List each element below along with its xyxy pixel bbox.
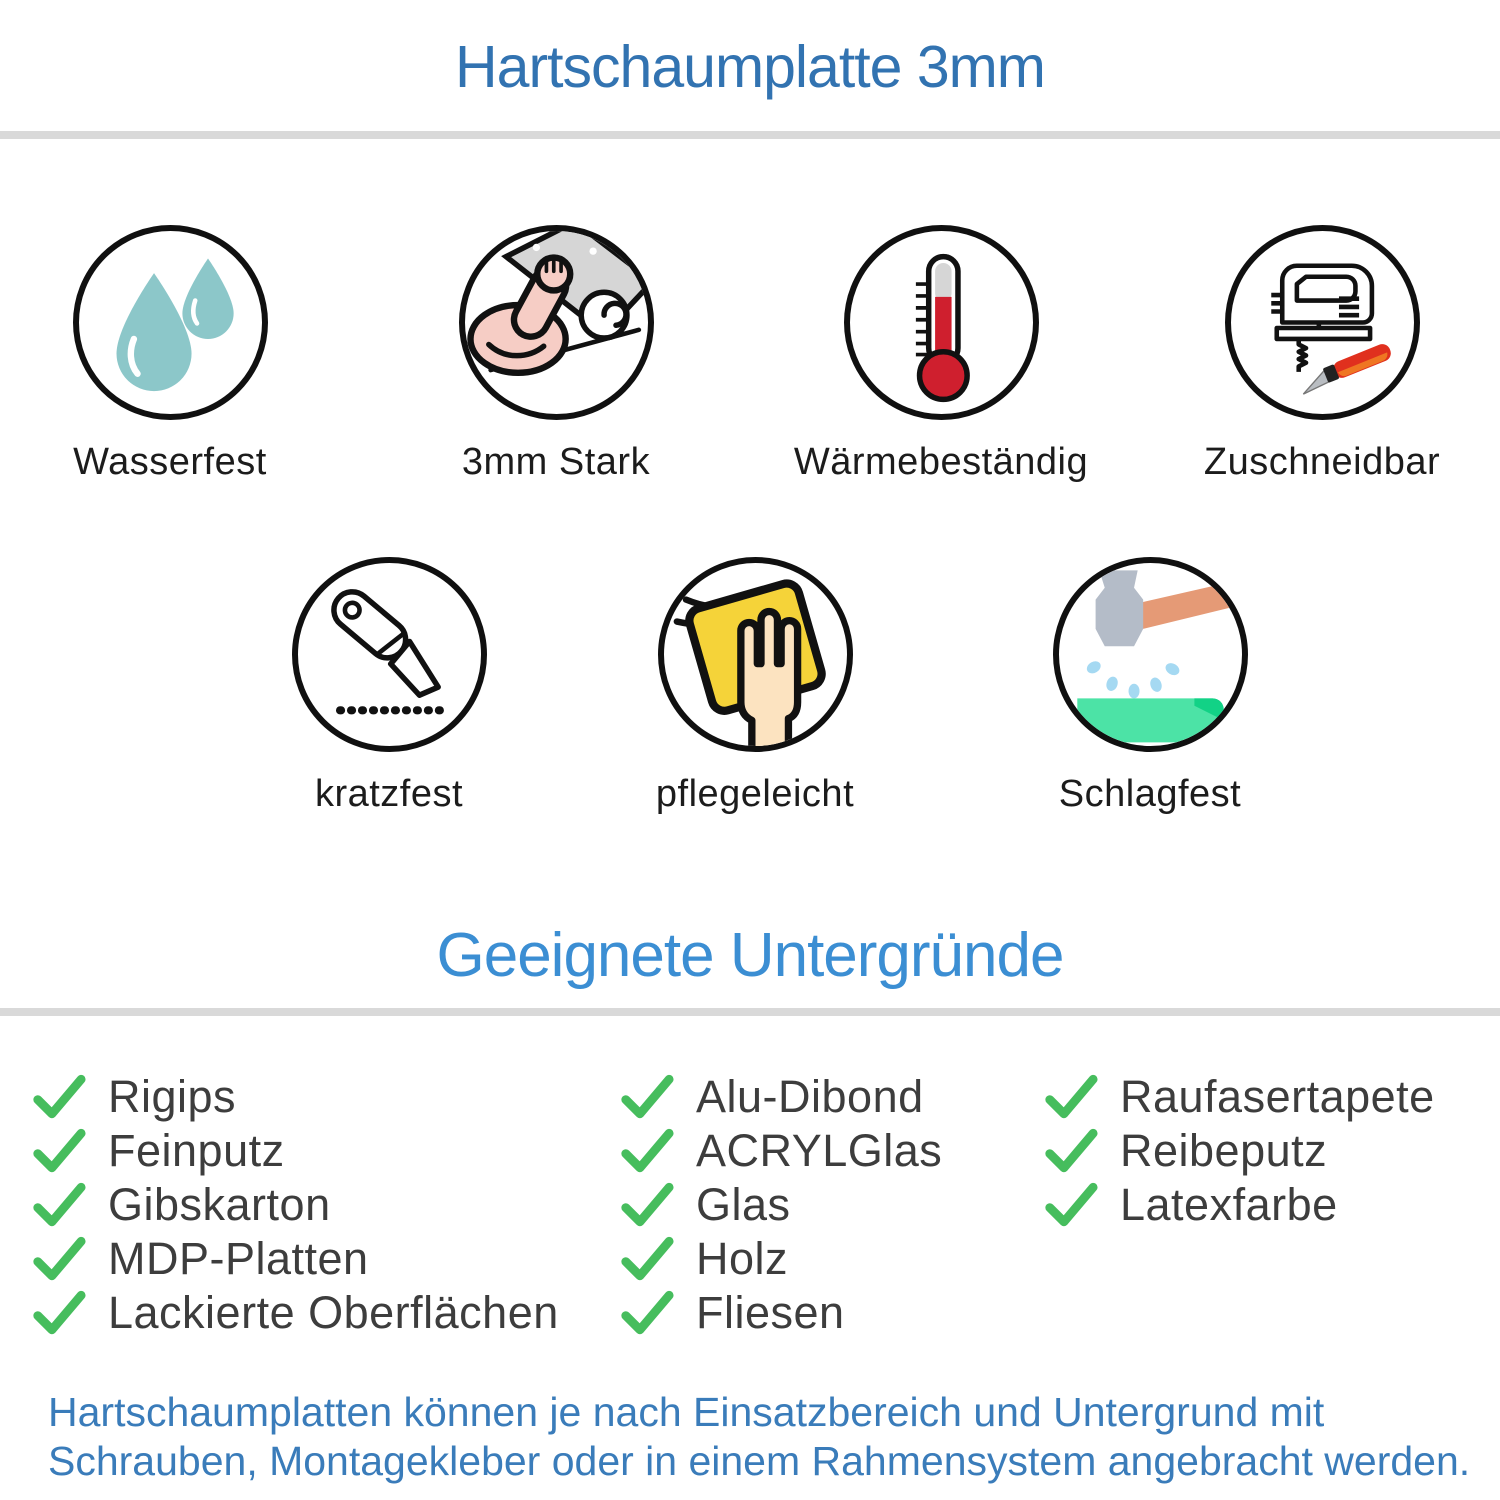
feature-label: Wärmebeständig: [793, 441, 1089, 483]
mounting-note-line: Schrauben, Montagekleber oder in einem Rahmensystem angebracht werden.: [48, 1438, 1471, 1484]
substrate-label: MDP-Platten: [108, 1233, 369, 1284]
substrate-column-2: [620, 1070, 942, 1340]
divider: [0, 131, 1500, 139]
substrate-label: Feinputz: [108, 1125, 285, 1176]
feature-label: Wasserfest: [73, 441, 267, 483]
feature-waermebestaendig: [791, 225, 1091, 484]
utility-knife-icon: [298, 563, 481, 746]
list-item: [32, 1232, 559, 1286]
substrate-label: Raufasertapete: [1120, 1071, 1435, 1122]
check-icon: [620, 1182, 674, 1228]
check-icon: [32, 1182, 86, 1228]
thermometer-icon: [850, 231, 1033, 414]
list-item: [32, 1124, 559, 1178]
jigsaw-icon: [1231, 231, 1414, 414]
feature-schlagfest: [1000, 557, 1300, 816]
substrate-label: Alu-Dibond: [696, 1071, 924, 1122]
page-title: Hartschaumplatte 3mm: [455, 34, 1045, 100]
check-icon: [32, 1128, 86, 1174]
substrate-label: Holz: [696, 1233, 789, 1284]
list-item: [1044, 1070, 1435, 1124]
list-item: [620, 1232, 942, 1286]
feature-label: Zuschneidbar: [1203, 441, 1441, 483]
feature-wasserfest: [20, 225, 320, 484]
feature-pflegeleicht: [605, 557, 905, 816]
feature-circle: [844, 225, 1039, 420]
list-item: [620, 1286, 942, 1340]
check-icon: [32, 1236, 86, 1282]
muscle-arm-icon: [465, 231, 648, 414]
substrate-label: Latexfarbe: [1120, 1179, 1338, 1230]
feature-circle: [1053, 557, 1248, 752]
substrate-label: Fliesen: [696, 1287, 845, 1338]
substrate-label: ACRYLGlas: [696, 1125, 943, 1176]
list-item: [32, 1286, 559, 1340]
list-item: [620, 1070, 942, 1124]
feature-zuschneidbar: [1172, 225, 1472, 484]
list-item: [32, 1178, 559, 1232]
substrate-column-3: [1044, 1070, 1435, 1232]
substrate-label: Gibskarton: [108, 1179, 331, 1230]
feature-kratzfest: [239, 557, 539, 816]
check-icon: [620, 1128, 674, 1174]
cleaning-hand-icon: [664, 563, 847, 746]
check-icon: [32, 1290, 86, 1336]
substrate-column-1: [32, 1070, 559, 1340]
feature-circle: [459, 225, 654, 420]
feature-label: 3mm Stark: [461, 441, 651, 483]
list-item: [1044, 1178, 1435, 1232]
substrate-label: Glas: [696, 1179, 791, 1230]
check-icon: [1044, 1074, 1098, 1120]
feature-circle: [1225, 225, 1420, 420]
water-drops-icon: [79, 231, 262, 414]
list-item: [620, 1124, 942, 1178]
feature-label: Schlagfest: [1058, 773, 1242, 815]
check-icon: [620, 1290, 674, 1336]
substrate-label: Reibeputz: [1120, 1125, 1328, 1176]
feature-circle: [658, 557, 853, 752]
check-icon: [32, 1074, 86, 1120]
mounting-note-line: Hartschaumplatten können je nach Einsatzbereich und Untergrund mit: [48, 1389, 1325, 1435]
feature-3mm-stark: [406, 225, 706, 484]
check-icon: [1044, 1128, 1098, 1174]
feature-circle: [292, 557, 487, 752]
section-title-substrates: Geeignete Untergründe: [436, 921, 1064, 990]
divider: [0, 1008, 1500, 1016]
feature-label: pflegeleicht: [655, 773, 855, 815]
feature-label: kratzfest: [314, 773, 464, 815]
substrate-label: Rigips: [108, 1071, 237, 1122]
list-item: [32, 1070, 559, 1124]
check-icon: [620, 1074, 674, 1120]
list-item: [1044, 1124, 1435, 1178]
mounting-note: [48, 1388, 1470, 1486]
list-item: [620, 1178, 942, 1232]
check-icon: [1044, 1182, 1098, 1228]
feature-circle: [73, 225, 268, 420]
substrate-label: Lackierte Oberflächen: [108, 1287, 559, 1338]
hammer-icon: [1059, 563, 1242, 746]
check-icon: [620, 1236, 674, 1282]
